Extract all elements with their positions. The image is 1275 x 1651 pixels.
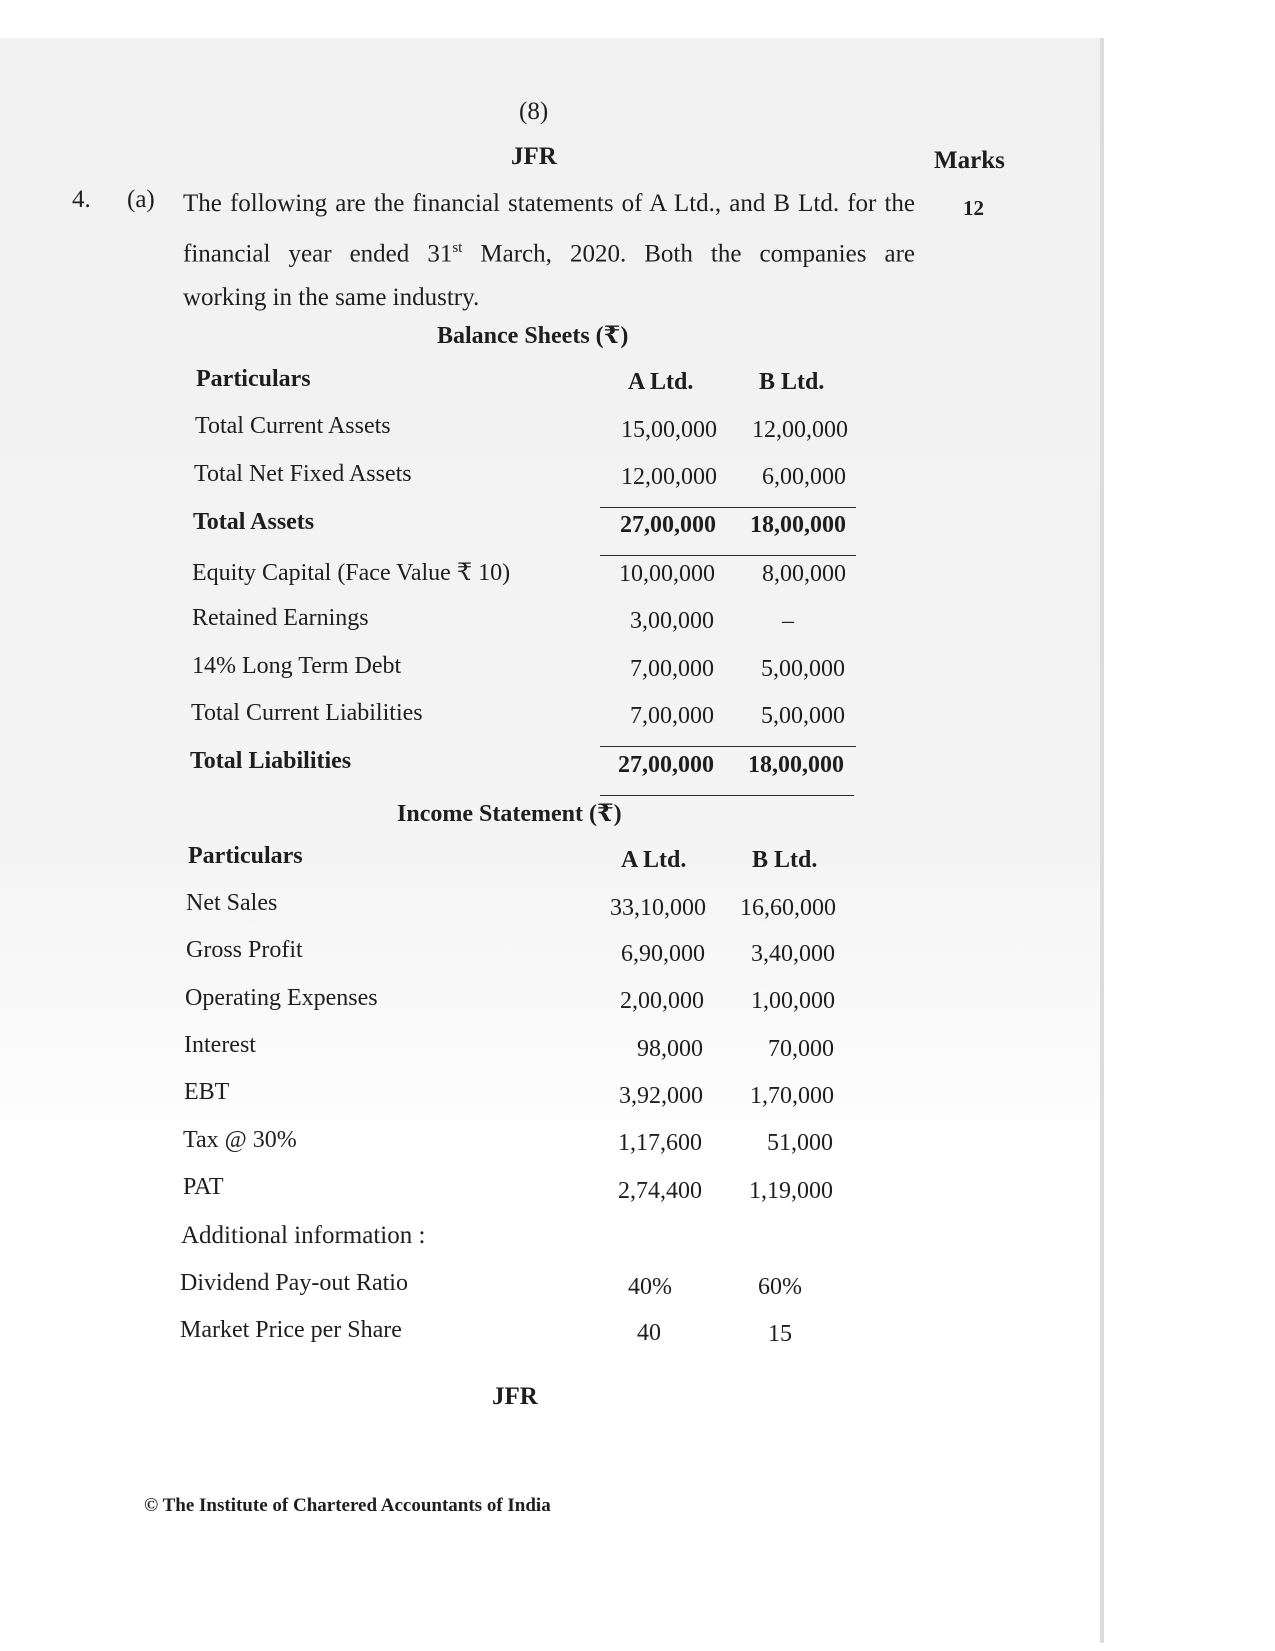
is-row-b: 3,40,000 — [751, 941, 835, 967]
income-statement-title: Income Statement (₹) — [397, 801, 622, 827]
is-row-a: 2,74,400 — [618, 1178, 702, 1204]
is-row-a: 98,000 — [637, 1036, 703, 1062]
is-row-label: Gross Profit — [186, 937, 303, 963]
paper-code-header: JFR — [511, 143, 557, 170]
bs-liabilities-total-rule — [600, 795, 854, 796]
bs-header-b-ltd: B Ltd. — [759, 369, 825, 395]
additional-row-b: 15 — [768, 1321, 792, 1347]
additional-row-label: Dividend Pay-out Ratio — [180, 1270, 408, 1296]
marks-label: Marks — [934, 147, 1005, 174]
additional-row-a: 40% — [628, 1274, 672, 1300]
is-header-particulars: Particulars — [188, 843, 303, 869]
bs-row-label: 14% Long Term Debt — [192, 653, 402, 679]
is-row-label: Operating Expenses — [185, 985, 378, 1011]
bs-row-b: 6,00,000 — [762, 464, 846, 490]
page-edge-shadow — [1100, 38, 1104, 1643]
bs-row-b-total: 18,00,000 — [748, 752, 844, 778]
bs-total-rule — [600, 555, 856, 556]
bs-row-label: Equity Capital (Face Value ₹ 10) — [192, 560, 511, 586]
bs-row-label-total: Total Liabilities — [190, 748, 352, 774]
additional-row-a: 40 — [637, 1320, 661, 1346]
is-row-a: 33,10,000 — [610, 895, 706, 921]
is-row-b: 1,00,000 — [751, 988, 835, 1014]
bs-subtotal-rule — [600, 507, 856, 508]
is-row-b: 16,60,000 — [740, 895, 836, 921]
question-part: (a) — [127, 186, 155, 213]
balance-sheet-title: Balance Sheets (₹) — [437, 323, 629, 349]
bs-row-b: 5,00,000 — [761, 703, 845, 729]
is-header-b-ltd: B Ltd. — [752, 847, 818, 873]
bs-row-a: 7,00,000 — [630, 656, 714, 682]
additional-info-title: Additional information : — [181, 1222, 426, 1249]
is-row-label: EBT — [184, 1079, 230, 1105]
additional-row-label: Market Price per Share — [180, 1317, 402, 1343]
is-row-a: 2,00,000 — [620, 988, 704, 1014]
bs-row-label: Total Net Fixed Assets — [194, 461, 412, 487]
question-text-line2: financial year ended 31st March, 2020. Both the companies are — [183, 240, 915, 268]
bs-row-a-total: 27,00,000 — [618, 752, 714, 778]
bs-row-b: 5,00,000 — [761, 656, 845, 682]
bs-row-a: 10,00,000 — [619, 561, 715, 587]
copyright-footer: © The Institute of Chartered Accountants of India — [144, 1495, 551, 1516]
bs-row-label: Total Current Liabilities — [191, 700, 423, 726]
is-header-a-ltd: A Ltd. — [621, 847, 687, 873]
additional-row-b: 60% — [758, 1274, 802, 1300]
is-row-label: Net Sales — [186, 890, 278, 916]
bs-row-label-total: Total Assets — [193, 509, 315, 535]
is-row-a: 1,17,600 — [618, 1130, 702, 1156]
page-number: (8) — [519, 98, 549, 125]
superscript-st: st — [452, 240, 463, 256]
paper-code-footer: JFR — [492, 1383, 538, 1410]
bs-header-particulars: Particulars — [196, 366, 311, 392]
question-text-line1: The following are the financial statements of A Ltd., and B Ltd. for the — [183, 190, 915, 217]
is-row-label: PAT — [183, 1174, 224, 1200]
bs-row-label: Retained Earnings — [192, 605, 369, 631]
bs-liabilities-subtotal-rule — [600, 746, 856, 747]
bs-row-a: 15,00,000 — [621, 417, 717, 443]
is-row-label: Tax @ 30% — [183, 1127, 297, 1153]
bs-header-a-ltd: A Ltd. — [628, 369, 694, 395]
bs-row-b-total: 18,00,000 — [750, 512, 846, 538]
is-row-b: 51,000 — [767, 1130, 833, 1156]
bs-row-b: 8,00,000 — [762, 561, 846, 587]
is-row-a: 6,90,000 — [621, 941, 705, 967]
is-row-b: 1,19,000 — [749, 1178, 833, 1204]
bs-row-b-dash: – — [782, 608, 794, 634]
is-row-b: 1,70,000 — [750, 1083, 834, 1109]
question-marks: 12 — [963, 196, 984, 220]
bs-row-b: 12,00,000 — [752, 417, 848, 443]
bs-row-a: 7,00,000 — [630, 703, 714, 729]
bs-row-a: 3,00,000 — [630, 608, 714, 634]
is-row-a: 3,92,000 — [619, 1083, 703, 1109]
question-text — [183, 182, 915, 320]
question-text-line3: working in the same industry. — [183, 284, 480, 312]
is-row-b: 70,000 — [768, 1036, 834, 1062]
bs-row-a-total: 27,00,000 — [620, 512, 716, 538]
bs-row-a: 12,00,000 — [621, 464, 717, 490]
question-number: 4. — [72, 186, 91, 213]
is-row-label: Interest — [184, 1032, 256, 1058]
bs-row-label: Total Current Assets — [195, 413, 391, 439]
